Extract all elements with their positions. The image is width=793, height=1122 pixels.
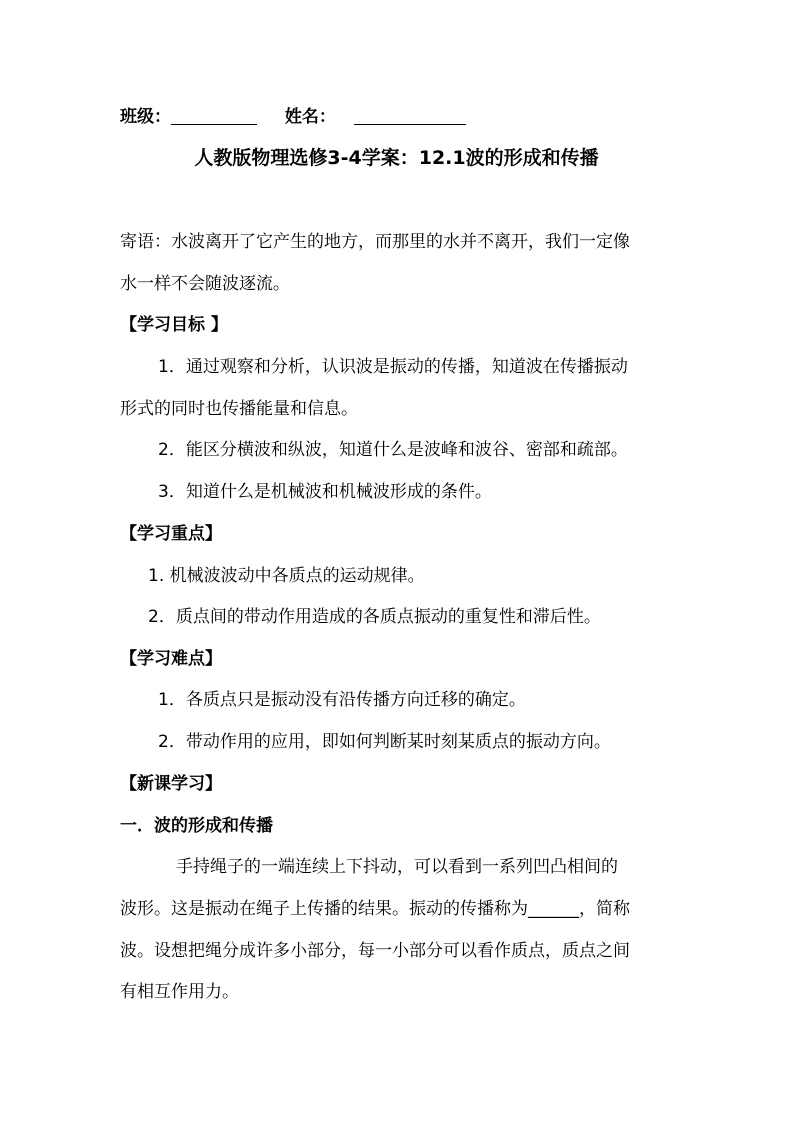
paragraph-line-1: 手持绳子的一端连续上下抖动，可以看到一系列凹凸相间的 <box>176 857 618 877</box>
section-1-title: 一．波的形成和传播 <box>120 816 273 836</box>
motto-line-2: 水一样不会随波逐流。 <box>120 274 290 294</box>
paragraph-line-2-text-a: 波形。这是振动在绳子上传播的结果。振动的传播称为 <box>120 899 528 919</box>
goal-item-1-line-2: 形式的同时也传播能量和信息。 <box>120 399 358 419</box>
goal-item-3: 3．知道什么是机械波和机械波形成的条件。 <box>158 482 492 502</box>
key-points-heading: 【学习重点】 <box>120 524 222 544</box>
wave-answer-blank[interactable]: ______ <box>528 899 579 919</box>
difficulty-item-2: 2．带动作用的应用，即如何判断某时刻某质点的振动方向。 <box>158 732 611 752</box>
key-point-item-2: 2．质点间的带动作用造成的各质点振动的重复性和滞后性。 <box>148 607 601 627</box>
difficulties-heading: 【学习难点】 <box>120 649 222 669</box>
goal-item-2: 2．能区分横波和纵波，知道什么是波峰和波谷、密部和疏部。 <box>158 440 628 460</box>
paragraph-line-2-text-b: ，简称 <box>579 899 630 919</box>
key-point-item-1: 1. 机械波波动中各质点的运动规律。 <box>148 566 425 586</box>
goal-item-1-line-1: 1．通过观察和分析，认识波是振动的传播，知道波在传播振动 <box>158 357 628 377</box>
class-label: 班级： <box>120 107 171 127</box>
class-blank-field[interactable] <box>171 106 257 125</box>
motto-line-1: 寄语：水波离开了它产生的地方，而那里的水并不离开，我们一定像 <box>120 232 630 252</box>
new-lesson-heading: 【新课学习】 <box>120 774 222 794</box>
paragraph-line-4: 有相互作用力。 <box>120 982 239 1002</box>
paragraph-line-2 <box>120 897 630 921</box>
header-row <box>120 105 466 129</box>
goals-heading: 【学习目标 】 <box>120 315 228 335</box>
page-title: 人教版物理选修3-4学案：12.1波的形成和传播 <box>194 147 599 169</box>
difficulty-item-1: 1．各质点只是振动没有沿传播方向迁移的确定。 <box>158 690 526 710</box>
name-blank-field[interactable] <box>354 106 466 125</box>
paragraph-line-3: 波。设想把绳分成许多小部分，每一小部分可以看作质点，质点之间 <box>120 941 630 961</box>
name-label: 姓名： <box>284 107 336 127</box>
